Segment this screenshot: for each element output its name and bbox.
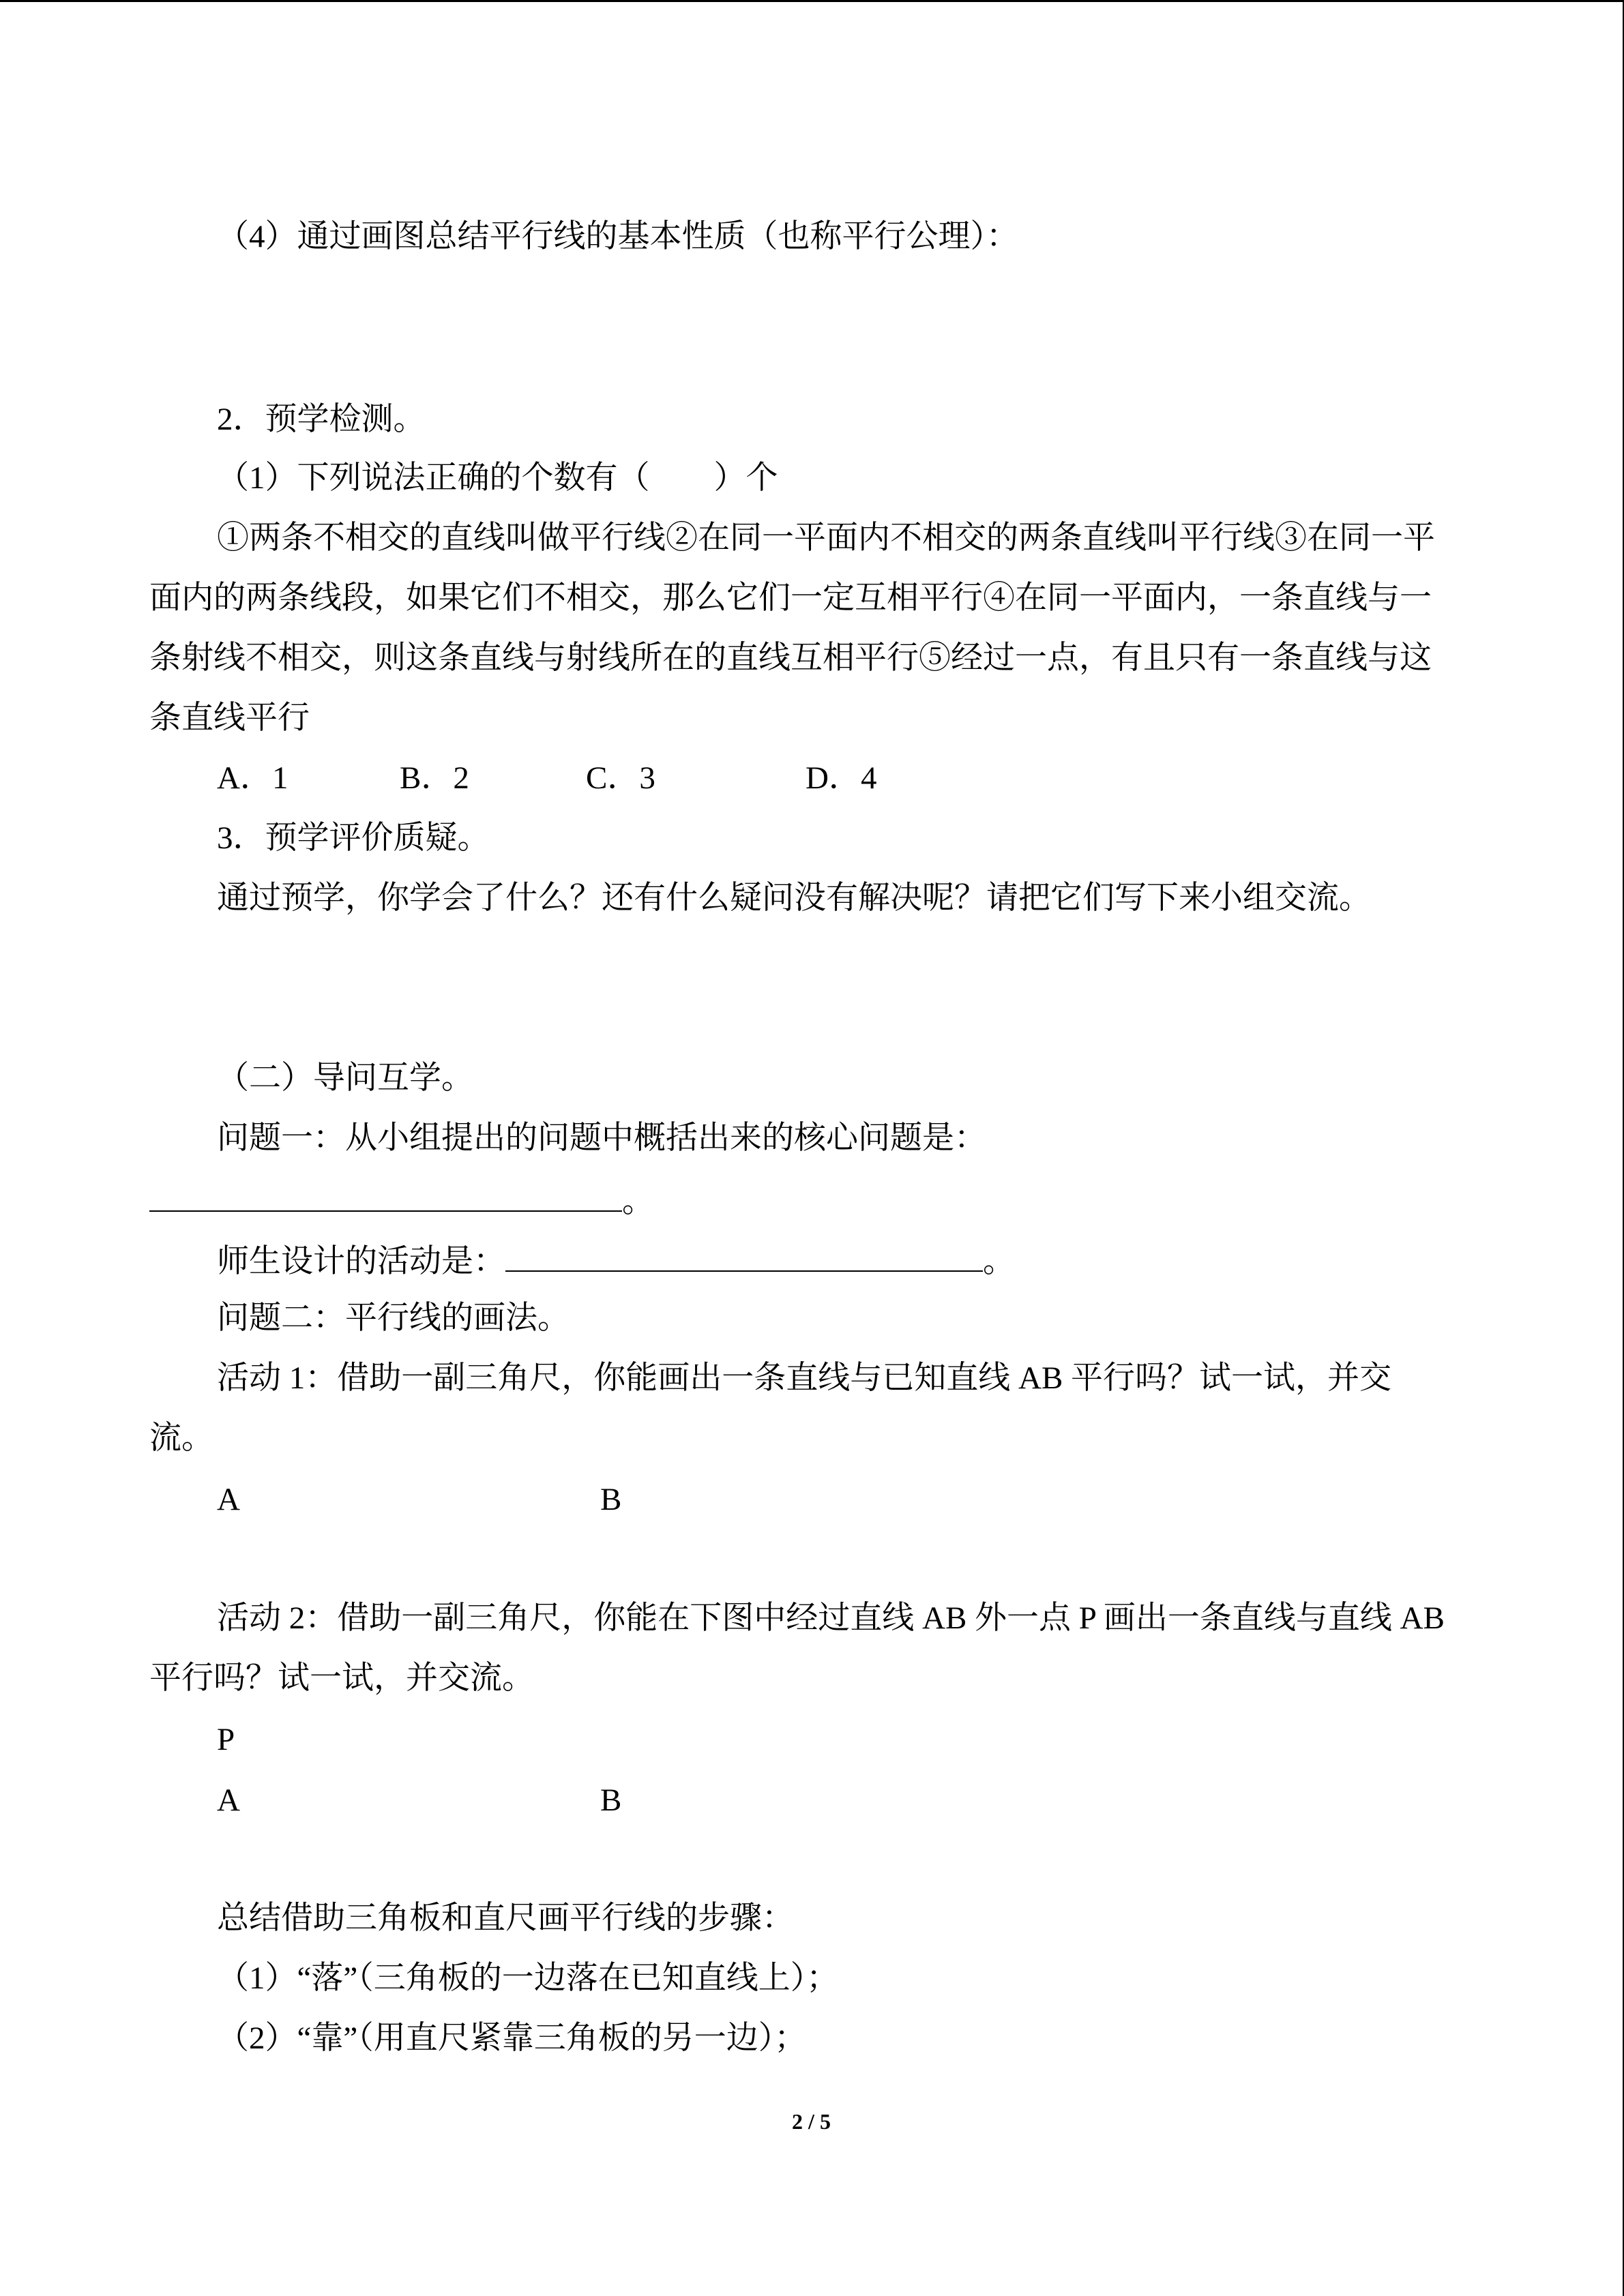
activity-1-text: 流。 xyxy=(149,1420,213,1456)
option-a: A．1 xyxy=(217,760,289,796)
activity-1-point-a: A xyxy=(217,1482,240,1517)
option-c: C．3 xyxy=(586,760,655,796)
statement-line: 条直线平行 xyxy=(149,700,310,736)
summary-step: （1）“落”（三角板的一边落在已知直线上）； xyxy=(217,1960,839,1996)
activity-2-point-b: B xyxy=(600,1783,622,1818)
item-4-text: （4）通过画图总结平行线的基本性质（也称平行公理）： xyxy=(217,219,1018,254)
page-number: 2 / 5 xyxy=(792,2109,831,2134)
section-heading-preview-check: 2．预学检测。 xyxy=(217,402,426,437)
core-question-answer-line xyxy=(149,1178,654,1222)
activity-2-text: 平行吗？试一试，并交流。 xyxy=(149,1660,534,1696)
summary-step: （2）“靠”（用直尺紧靠三角板的另一边）； xyxy=(217,2021,807,2056)
option-d: D．4 xyxy=(806,760,877,796)
section-heading-preview-eval: 3．预学评价质疑。 xyxy=(217,820,490,856)
problem-2-title: 问题二：平行线的画法。 xyxy=(217,1300,570,1336)
activity-2-point-a: A xyxy=(217,1783,240,1818)
core-question-blank-end: 。 xyxy=(622,1184,654,1219)
problem-1-label: 问题一：从小组提出的问题中概括出来的核心问题是： xyxy=(217,1120,986,1156)
activity-2-point-p: P xyxy=(217,1722,235,1757)
preview-eval-prompt: 通过预学，你学会了什么？还有什么疑问没有解决呢？请把它们写下来小组交流。 xyxy=(217,880,1371,916)
option-b: B．2 xyxy=(400,760,469,796)
statement-line: ①两条不相交的直线叫做平行线②在同一平面内不相交的两条直线叫平行线③在同一平 xyxy=(217,520,1435,556)
statement-line: 面内的两条线段，如果它们不相交，那么它们一定互相平行④在同一平面内，一条直线与一 xyxy=(149,580,1432,616)
statement-line: 条射线不相交，则这条直线与射线所在的直线互相平行⑤经过一点，有且只有一条直线与这 xyxy=(149,640,1432,676)
activity-2-text: 活动 2：借助一副三角尺，你能在下图中经过直线 AB 外一点 P 画出一条直线与直线 AB xyxy=(217,1600,1445,1636)
core-question-blank xyxy=(149,1178,622,1212)
activity-design-label: 师生设计的活动是： xyxy=(217,1244,505,1279)
activity-design-line xyxy=(217,1238,1015,1282)
activity-design-blank-end: 。 xyxy=(983,1244,1015,1279)
activity-1-point-b: B xyxy=(600,1482,622,1517)
activity-design-blank xyxy=(505,1238,983,1272)
activity-1-text: 活动 1：借助一副三角尺，你能画出一条直线与已知直线 AB 平行吗？试一试，并交 xyxy=(217,1360,1392,1396)
section-heading-guided-learning: （二）导问互学。 xyxy=(217,1060,473,1096)
summary-title: 总结借助三角板和直尺画平行线的步骤： xyxy=(217,1900,794,1936)
question-stem: （1）下列说法正确的个数有（ ）个 xyxy=(217,460,778,496)
